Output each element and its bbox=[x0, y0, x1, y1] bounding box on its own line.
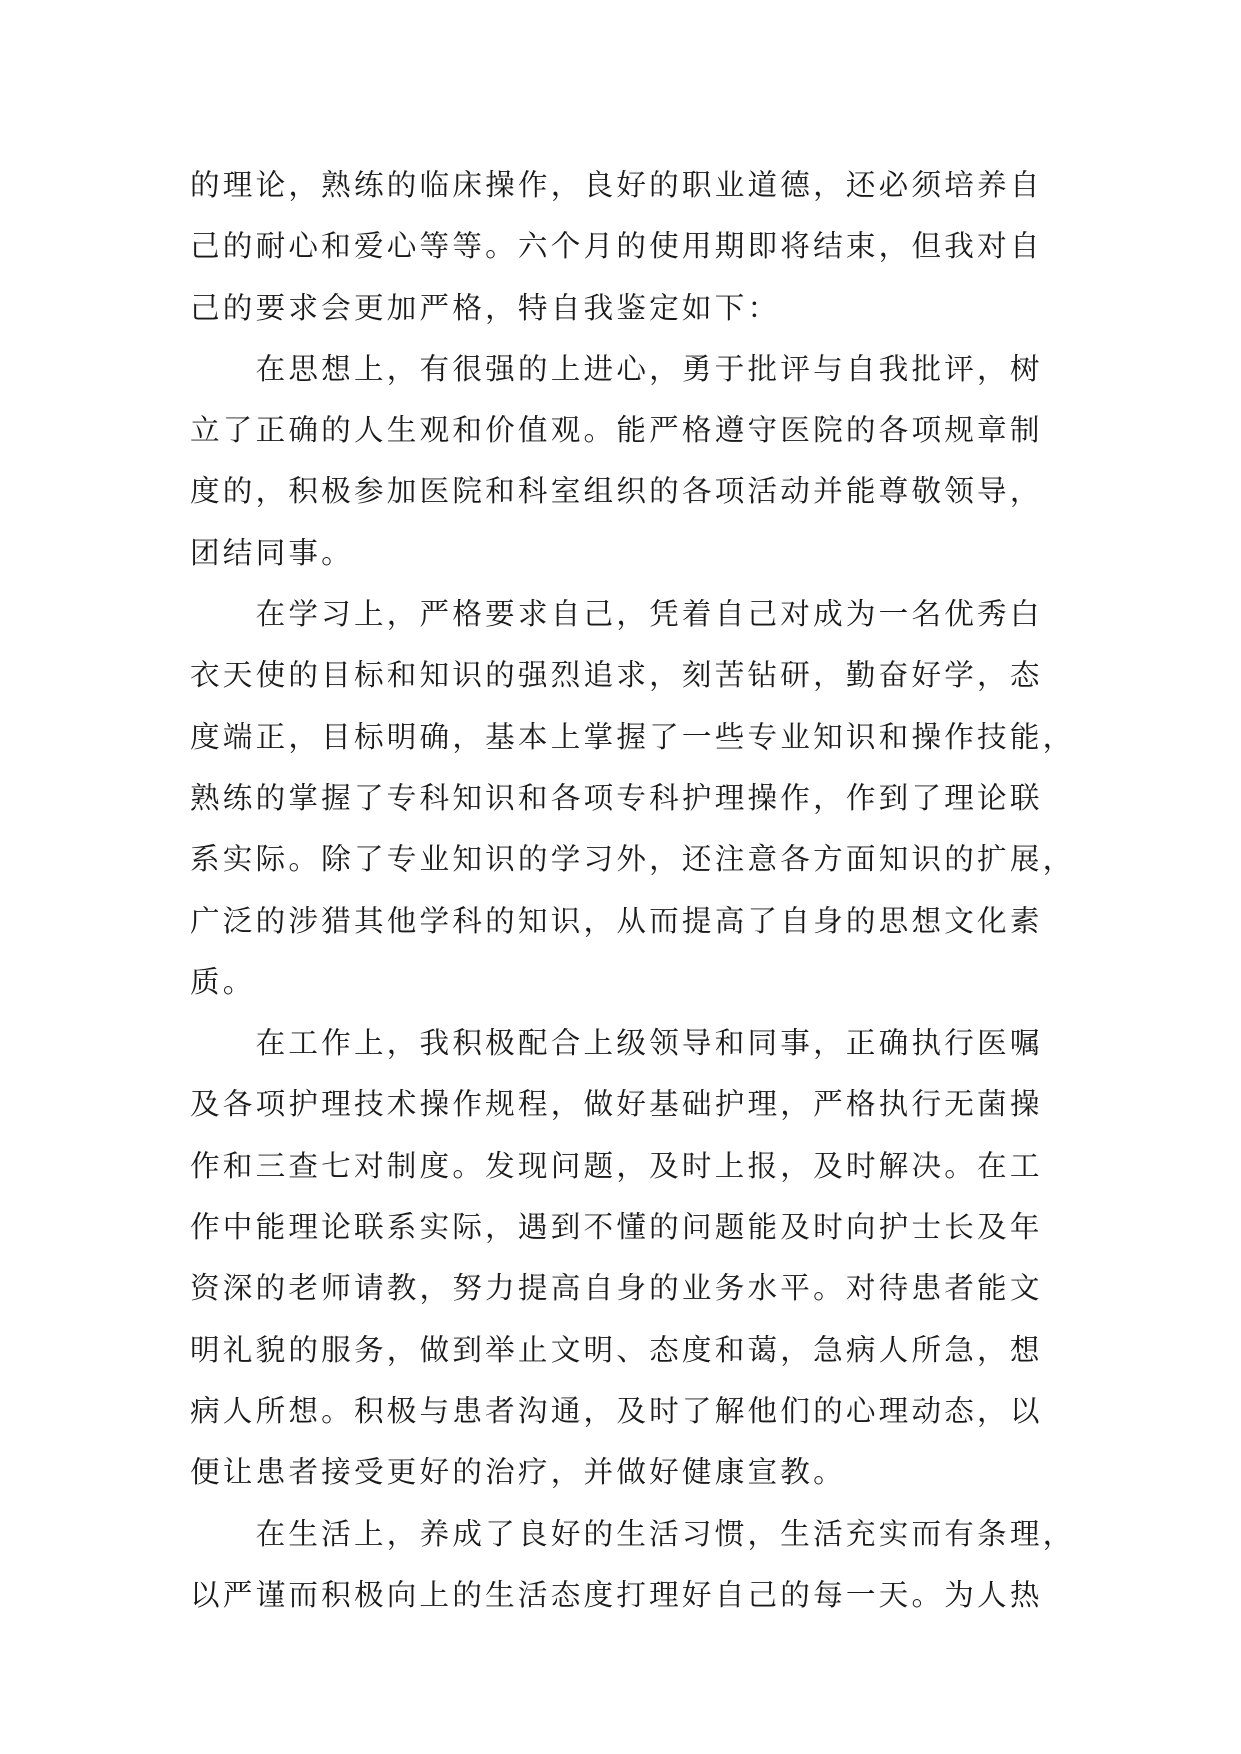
text-line: 在学习上，严格要求自己，凭着自己对成为一名优秀白 bbox=[190, 597, 1043, 632]
text-line: 便让患者接受更好的治疗，并做好健康宣教。 bbox=[190, 1455, 846, 1490]
text-line: 的理论，熟练的临床操作，良好的职业道德，还必须培养自 bbox=[190, 168, 1043, 202]
text-line: 团结同事。 bbox=[190, 535, 354, 570]
text-line: 熟练的掌握了专科知识和各项专科护理操作，作到了理论联 bbox=[190, 780, 1043, 815]
text-line: 以严谨而积极向上的生活态度打理好自己的每一天。为人热 bbox=[190, 1577, 1043, 1612]
text-line: 病人所想。积极与患者沟通，及时了解他们的心理动态，以 bbox=[190, 1393, 1043, 1428]
text-line: 及各项护理技术操作规程，做好基础护理，严格执行无菌操 bbox=[190, 1087, 1043, 1122]
document-body bbox=[190, 155, 1076, 1626]
text-line: 衣天使的目标和知识的强烈追求，刻苦钻研，勤奋好学，态 bbox=[190, 658, 1043, 693]
text-line: 资深的老师请教，努力提高自身的业务水平。对待患者能文 bbox=[190, 1271, 1043, 1306]
text-line: 作和三查七对制度。发现问题，及时上报，及时解决。在工 bbox=[190, 1148, 1043, 1183]
text-line: 度的，积极参加医院和科室组织的各项活动并能尊敬领导， bbox=[190, 474, 1043, 509]
text-line: 己的要求会更加严格，特自我鉴定如下： bbox=[190, 290, 781, 325]
text-line: 在生活上，养成了良好的生活习惯，生活充实而有条理， bbox=[190, 1516, 1076, 1551]
text-line: 度端正，目标明确，基本上掌握了一些专业知识和操作技能， bbox=[190, 719, 1076, 754]
text-line: 系实际。除了专业知识的学习外，还注意各方面知识的扩展， bbox=[190, 842, 1076, 877]
text-line: 在思想上，有很强的上进心，勇于批评与自我批评，树 bbox=[190, 351, 1043, 386]
text-line: 明礼貌的服务，做到举止文明、态度和蔼，急病人所急，想 bbox=[190, 1332, 1043, 1367]
text-line: 广泛的涉猎其他学科的知识，从而提高了自身的思想文化素 bbox=[190, 903, 1043, 938]
text-line: 己的耐心和爱心等等。六个月的使用期即将结束，但我对自 bbox=[190, 229, 1043, 264]
text-line: 立了正确的人生观和价值观。能严格遵守医院的各项规章制 bbox=[190, 413, 1043, 448]
text-line: 质。 bbox=[190, 964, 256, 999]
text-line: 在工作上，我积极配合上级领导和同事，正确执行医嘱 bbox=[190, 1026, 1043, 1061]
text-line: 作中能理论联系实际，遇到不懂的问题能及时向护士长及年 bbox=[190, 1210, 1043, 1245]
